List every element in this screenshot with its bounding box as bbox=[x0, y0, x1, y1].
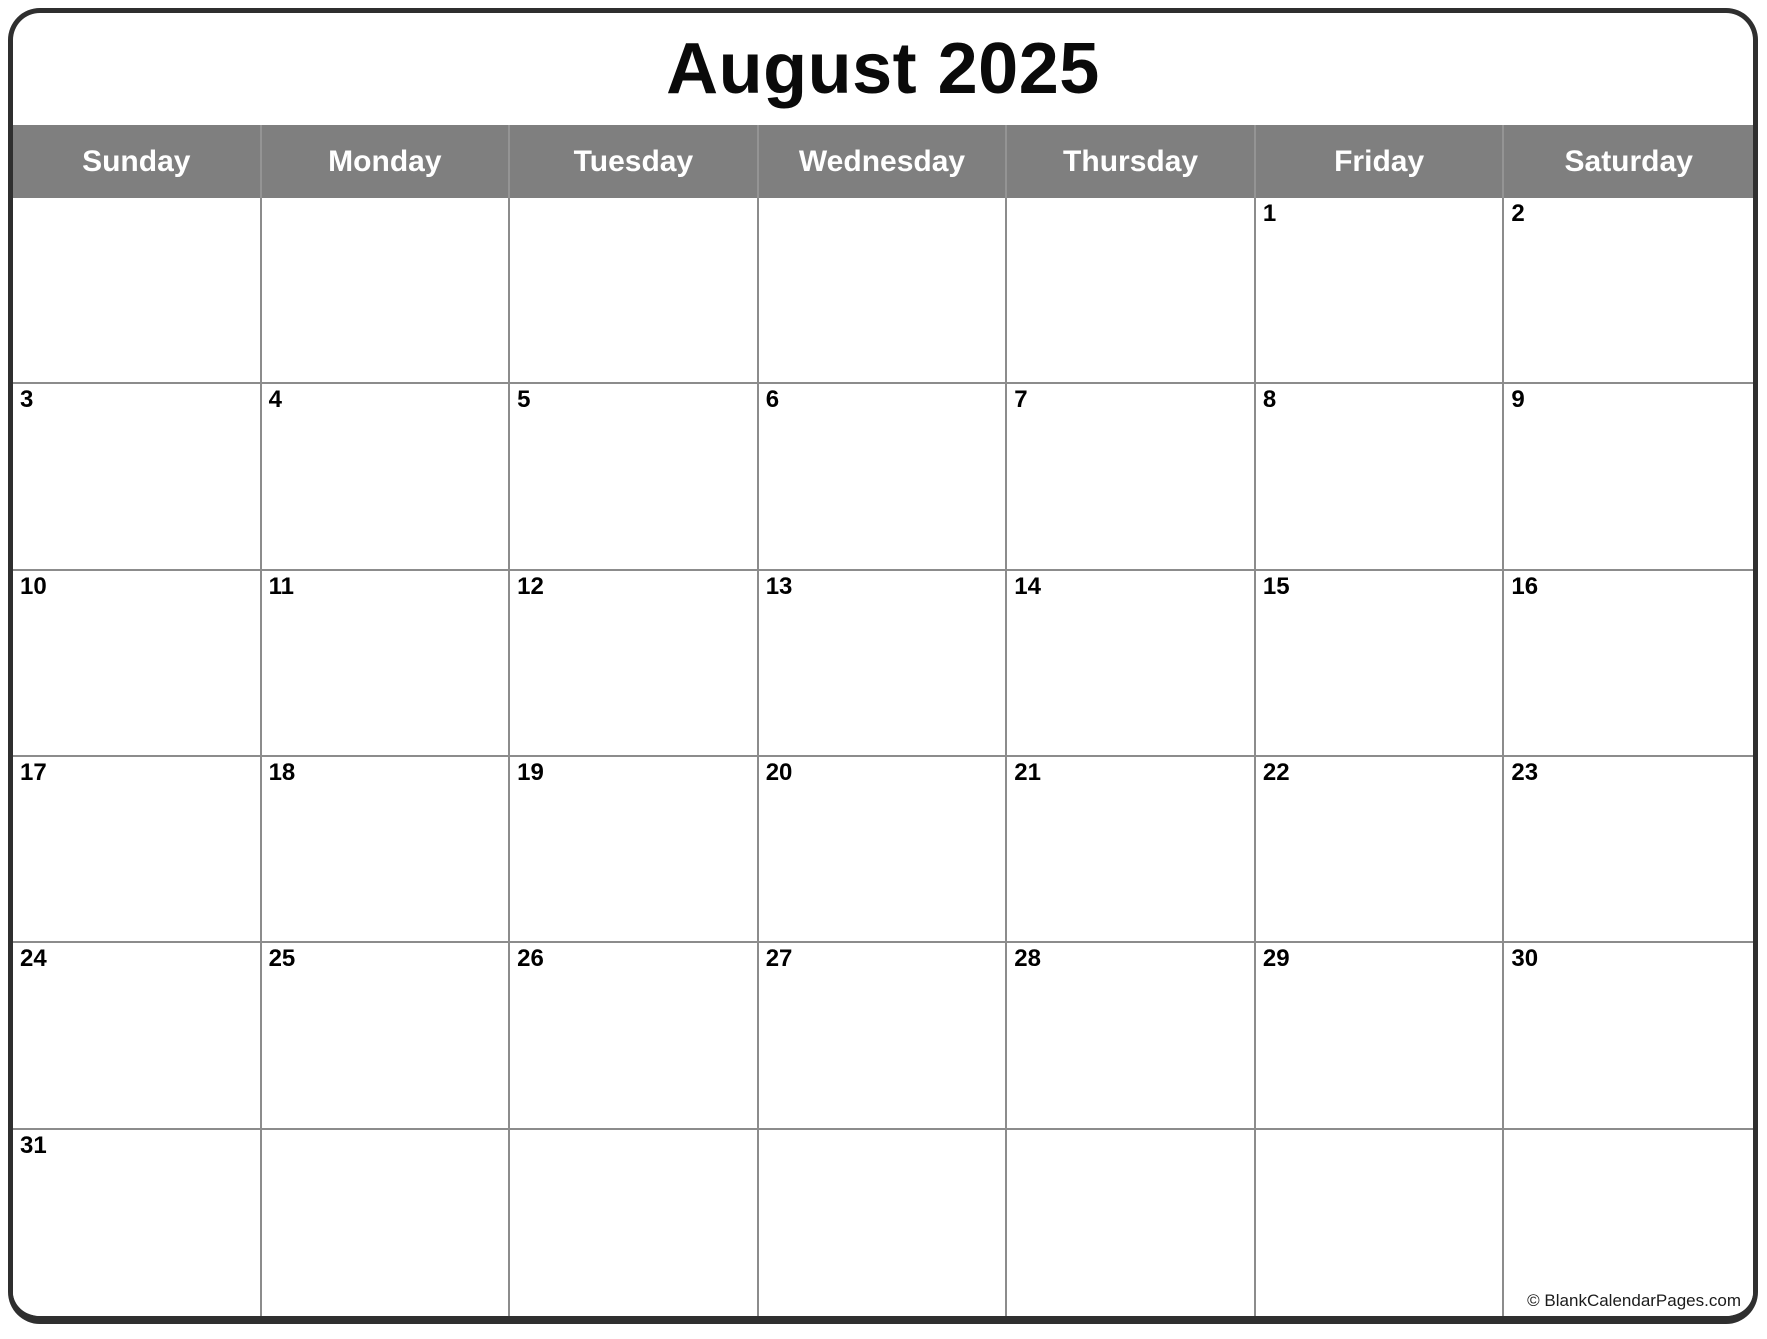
calendar-title: August 2025 bbox=[666, 29, 1100, 109]
date-label: 5 bbox=[517, 386, 531, 414]
day-cell bbox=[1007, 384, 1256, 570]
day-cell bbox=[13, 1130, 262, 1316]
day-cell bbox=[1256, 757, 1505, 943]
weekday-header-friday: Friday bbox=[1256, 125, 1505, 198]
date-label: 18 bbox=[268, 758, 296, 786]
day-cell bbox=[1504, 571, 1753, 757]
date-label: 22 bbox=[1262, 758, 1290, 786]
weekday-header-thursday: Thursday bbox=[1007, 125, 1256, 198]
day-cell-with-copyright bbox=[1504, 1130, 1753, 1316]
date-label bbox=[510, 1130, 757, 1133]
date-label: 17 bbox=[20, 758, 47, 786]
date-label: 27 bbox=[765, 945, 793, 973]
day-cell bbox=[13, 198, 262, 384]
weekday-header-row bbox=[13, 125, 1753, 198]
date-label: 6 bbox=[765, 386, 780, 414]
date-label bbox=[262, 198, 509, 201]
day-cell bbox=[510, 384, 759, 570]
date-label: 3 bbox=[20, 386, 34, 414]
day-cell bbox=[1504, 757, 1753, 943]
day-cell bbox=[262, 943, 511, 1129]
date-label: 20 bbox=[765, 758, 793, 786]
date-label: 4 bbox=[268, 386, 282, 414]
day-cell bbox=[13, 384, 262, 570]
day-cell bbox=[262, 1130, 511, 1316]
day-cell bbox=[13, 757, 262, 943]
date-label: 28 bbox=[1014, 945, 1041, 973]
date-label bbox=[759, 198, 1006, 201]
date-label: 10 bbox=[20, 572, 47, 600]
weekday-header-wednesday: Wednesday bbox=[759, 125, 1008, 198]
date-label: 7 bbox=[1014, 386, 1028, 414]
date-label bbox=[13, 198, 260, 201]
day-cell bbox=[262, 198, 511, 384]
copyright-text: © BlankCalendarPages.com bbox=[1527, 1290, 1741, 1310]
day-cell bbox=[510, 943, 759, 1129]
day-cell bbox=[510, 757, 759, 943]
weekday-header-tuesday: Tuesday bbox=[510, 125, 759, 198]
day-cell bbox=[1504, 943, 1753, 1129]
date-label: 2 bbox=[1511, 200, 1525, 227]
date-label bbox=[1007, 198, 1254, 201]
date-label: 11 bbox=[268, 572, 294, 600]
date-label: 25 bbox=[268, 945, 296, 973]
date-label bbox=[262, 1130, 509, 1133]
day-cell bbox=[1256, 943, 1505, 1129]
date-label: 31 bbox=[20, 1131, 47, 1159]
day-cell bbox=[262, 571, 511, 757]
day-cell bbox=[510, 1130, 759, 1316]
date-label: 9 bbox=[1511, 386, 1525, 414]
date-label: 26 bbox=[517, 945, 544, 973]
date-label bbox=[1256, 1130, 1503, 1133]
day-cell bbox=[1256, 198, 1505, 384]
day-cell bbox=[262, 384, 511, 570]
day-cell bbox=[1007, 198, 1256, 384]
day-cell bbox=[759, 757, 1008, 943]
day-cell bbox=[759, 198, 1008, 384]
day-cell bbox=[1007, 757, 1256, 943]
calendar-card bbox=[8, 8, 1758, 1324]
day-cell bbox=[13, 943, 262, 1129]
date-label: 29 bbox=[1262, 945, 1290, 973]
day-cell bbox=[510, 571, 759, 757]
calendar-grid bbox=[13, 198, 1753, 1316]
day-cell bbox=[759, 943, 1008, 1129]
date-label: 1 bbox=[1262, 200, 1277, 227]
day-cell bbox=[510, 198, 759, 384]
day-cell bbox=[1007, 943, 1256, 1129]
date-label: 24 bbox=[20, 945, 47, 973]
day-cell bbox=[1504, 384, 1753, 570]
weekday-header-sunday: Sunday bbox=[13, 125, 262, 198]
day-cell bbox=[1256, 384, 1505, 570]
day-cell bbox=[1504, 198, 1753, 384]
date-label: 23 bbox=[1511, 758, 1539, 786]
date-label: 21 bbox=[1014, 758, 1041, 786]
day-cell bbox=[1007, 571, 1256, 757]
day-cell bbox=[759, 384, 1008, 570]
day-cell bbox=[759, 571, 1008, 757]
date-label: 12 bbox=[517, 572, 544, 600]
date-label: 15 bbox=[1262, 572, 1290, 600]
day-cell bbox=[1256, 571, 1505, 757]
day-cell bbox=[1256, 1130, 1505, 1316]
date-label: 8 bbox=[1262, 386, 1277, 414]
day-cell bbox=[13, 571, 262, 757]
date-label bbox=[1007, 1130, 1254, 1133]
date-label: 14 bbox=[1014, 572, 1041, 600]
date-label: 13 bbox=[765, 572, 793, 600]
date-label: 30 bbox=[1511, 945, 1539, 973]
date-label: 19 bbox=[517, 758, 544, 786]
day-cell bbox=[759, 1130, 1008, 1316]
date-label bbox=[510, 198, 757, 201]
weekday-header-monday: Monday bbox=[262, 125, 511, 198]
date-label: 16 bbox=[1511, 572, 1539, 600]
day-cell bbox=[262, 757, 511, 943]
date-label bbox=[759, 1130, 1006, 1133]
day-cell bbox=[1007, 1130, 1256, 1316]
weekday-header-saturday: Saturday bbox=[1564, 144, 1693, 178]
date-label bbox=[1504, 1130, 1753, 1133]
